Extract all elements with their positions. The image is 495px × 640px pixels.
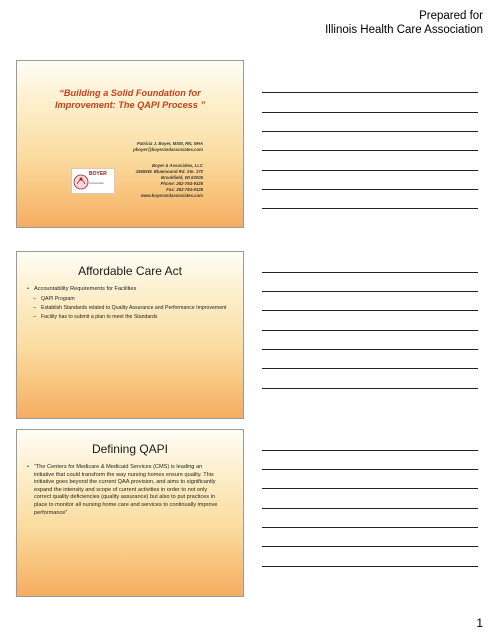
note-line (262, 368, 478, 369)
sub-bullet-item: – Establish Standards related to Quality Assurance and Performance Improvement (33, 305, 235, 312)
company-contact-block (136, 163, 203, 199)
note-line (262, 330, 478, 331)
note-line (262, 150, 478, 151)
logo-wordmark: BOYER (89, 171, 107, 177)
sub-bullet-item: – QAPI Program (33, 296, 235, 303)
company-phone: Phone: 262-754-9325 (160, 181, 203, 186)
note-line (262, 546, 478, 547)
note-line (262, 208, 478, 209)
author-email: pboyer@boyerandassociates.com (133, 147, 203, 152)
company-address: 16655W. Bluemound Rd. Ste. 170 (135, 169, 203, 174)
bullet-item: • Accountability Requirements for Facilities (27, 286, 235, 294)
slide-3-defining-qapi (16, 429, 244, 597)
header-line-organization: Illinois Health Care Association (325, 24, 483, 36)
note-line (262, 131, 478, 132)
note-line (262, 170, 478, 171)
sub-bullet-item: – Facility has to submit a plan to meet the Standards (33, 314, 235, 321)
slide-1-heading (17, 87, 243, 111)
company-name: Boyer & Associates, LLC (152, 163, 203, 168)
author-block (133, 141, 203, 153)
note-line (262, 112, 478, 113)
note-line (262, 189, 478, 190)
sub-bullet-list (33, 296, 235, 321)
company-fax: Fax: 262-754-9328 (166, 187, 203, 192)
note-line (262, 508, 478, 509)
page-number: 1 (476, 616, 483, 630)
slide-1-heading-line: “Building a Solid Foundation for (59, 88, 201, 98)
note-line (262, 388, 478, 389)
note-line (262, 291, 478, 292)
note-line (262, 450, 478, 451)
logo-emblem-icon (73, 170, 89, 194)
header-line-prepared-for: Prepared for (419, 10, 483, 22)
company-website: www.boyerandassociates.com (140, 193, 203, 198)
note-line (262, 92, 478, 93)
company-logo (71, 168, 115, 194)
slide-1-heading-line: Improvement: The QAPI Process ” (54, 100, 206, 110)
slide-3-title: Defining QAPI (91, 442, 169, 456)
author-name: Patricia J. Boyer, MSM, RN, NHA (136, 141, 203, 146)
note-line (262, 566, 478, 567)
note-line (262, 272, 478, 273)
slide-3-quote: • “The Centers for Medicare & Medicaid Services (CMS) is leading an initiative that could transform the way nursing homes ensure quality. This initiative goes beyond the current QAA provision, and aims to significantly expand the intensity and scope of current activities in order to not only correct quality deficiencies (quality assurance) but also to put practices in place to monitor all nursing home care and services to continually improve performance” (27, 464, 223, 517)
note-line (262, 469, 478, 470)
logo-subtext: & Associates (89, 182, 104, 185)
note-line (262, 527, 478, 528)
slide-1-title (16, 60, 244, 228)
slide-2-affordable-care-act (16, 251, 244, 419)
company-city: Brookfield, WI 53005 (160, 175, 203, 180)
note-line (262, 349, 478, 350)
note-line (262, 488, 478, 489)
slide-2-bullets (27, 286, 235, 323)
page-header (325, 9, 483, 37)
note-line (262, 310, 478, 311)
slide-2-title: Affordable Care Act (78, 264, 182, 278)
